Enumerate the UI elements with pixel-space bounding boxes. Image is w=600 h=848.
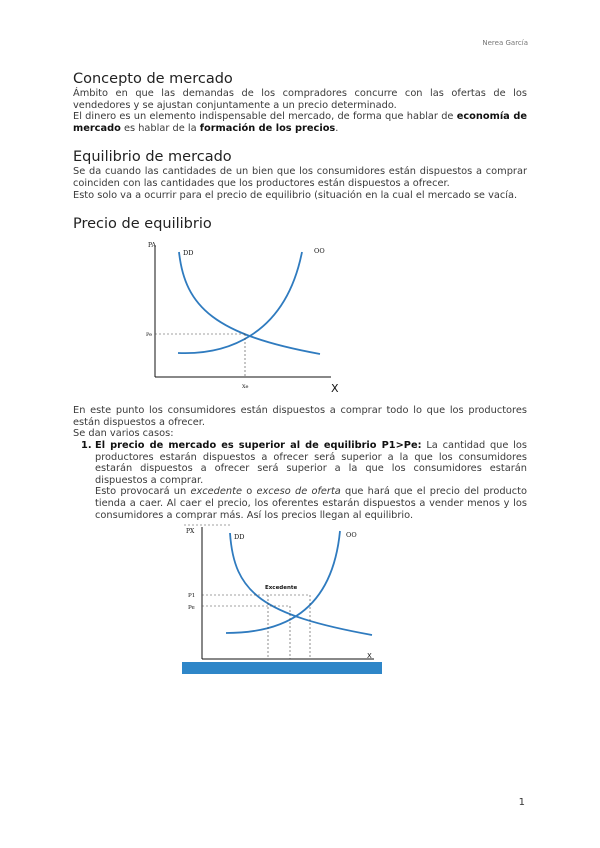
chart2-demand-label: DD bbox=[234, 533, 245, 542]
economia-de-mercado: economía de mercado bbox=[73, 111, 527, 134]
case1-text: La cantidad que los productores estarán dispuestos a ofrecer será superior a la que los consumidores estarán dispuestos a ofrecer será superior a la que los consumidores estarán dispuestos a comprar. bbox=[95, 439, 528, 486]
page-content bbox=[73, 70, 527, 675]
chart1-price-tick: Pe bbox=[146, 332, 153, 339]
chart2-pe-tick: Pe bbox=[188, 605, 195, 612]
chart1-y-label: PA bbox=[148, 242, 156, 250]
equilibrium-chart bbox=[145, 237, 410, 405]
concepto-paragraph-1: Ámbito en que las demandas de los compradores concurre con las ofertas de los vendedores y se ajustan conjuntamente a un precio determinado. bbox=[73, 88, 527, 111]
list-item bbox=[73, 440, 527, 521]
case1-excedente: excedente bbox=[190, 486, 243, 498]
chart2-x-label: X bbox=[367, 652, 372, 661]
section-equilibrio bbox=[73, 148, 527, 201]
surplus-chart bbox=[182, 523, 382, 675]
equilibrio-paragraph-1: Se da cuando las cantidades de un bien que los consumidores están dispuestos a comprar coinciden con las cantidades que los productores están dispuestos a ofrecer. bbox=[73, 166, 527, 189]
chart2-y-label: PX bbox=[186, 528, 195, 536]
chart2-bottom-bar bbox=[182, 662, 382, 674]
case1-p2-b: o bbox=[242, 486, 257, 498]
list-item-body bbox=[95, 440, 527, 521]
precio-paragraph-1: En este punto los consumidores están dispuestos a comprar todo lo que los productores están dispuestos a ofrecer. bbox=[73, 405, 527, 428]
section-concepto bbox=[73, 70, 527, 134]
chart1-x-label: X bbox=[331, 382, 339, 396]
case1-p2-c: que hará que el precio del producto tienda a caer. Al caer el precio, los oferentes estarán dispuestos a vender menos y los consumidores a comprar más. Así los precios llegan al equilibrio. bbox=[95, 486, 527, 521]
case1-paragraph-1 bbox=[95, 440, 527, 486]
page-number: 1 bbox=[518, 797, 525, 808]
chart2-demand-curve bbox=[230, 533, 372, 635]
chart1-demand-label: DD bbox=[183, 249, 194, 258]
section-title-precio: Precio de equilibrio bbox=[73, 216, 212, 233]
concepto-p2-e: . bbox=[335, 122, 339, 134]
author-name: Nerea García bbox=[482, 39, 528, 47]
chart1-supply-label: OO bbox=[314, 247, 325, 256]
formacion-de-precios: formación de los precios bbox=[199, 122, 336, 134]
cases-list bbox=[73, 440, 527, 521]
chart2-supply-curve bbox=[226, 531, 340, 633]
case1-p2-a: Esto provocará un bbox=[95, 486, 191, 498]
case1-bold-heading: El precio de mercado es superior al de equilibrio P1>Pe: bbox=[95, 439, 422, 451]
equilibrio-paragraph-2: Esto solo va a ocurrir para el precio de equilibrio (situación en la cual el mercado se vacía. bbox=[73, 189, 518, 201]
section-title-concepto: Concepto de mercado bbox=[73, 71, 233, 87]
chart1-quantity-tick: Xe bbox=[242, 384, 249, 391]
case1-exceso-oferta: exceso de oferta bbox=[256, 486, 341, 498]
case1-paragraph-2 bbox=[95, 486, 527, 521]
chart2-p1-tick: P1 bbox=[188, 593, 196, 600]
chart1-supply-curve bbox=[178, 252, 302, 353]
chart2-surplus-annotation: Excedente bbox=[265, 585, 298, 592]
chart2-supply-label: OO bbox=[346, 531, 357, 540]
concepto-paragraph-2 bbox=[73, 111, 527, 134]
section-precio bbox=[73, 215, 527, 675]
concepto-p2-a: El dinero es un elemento indispensable del mercado, de forma que hablar de bbox=[73, 111, 457, 123]
section-title-equilibrio: Equilibrio de mercado bbox=[73, 149, 232, 166]
list-item-number: 1. bbox=[81, 439, 92, 451]
concepto-p2-c: es hablar de la bbox=[120, 122, 200, 134]
precio-paragraph-2: Se dan varios casos: bbox=[73, 428, 174, 440]
